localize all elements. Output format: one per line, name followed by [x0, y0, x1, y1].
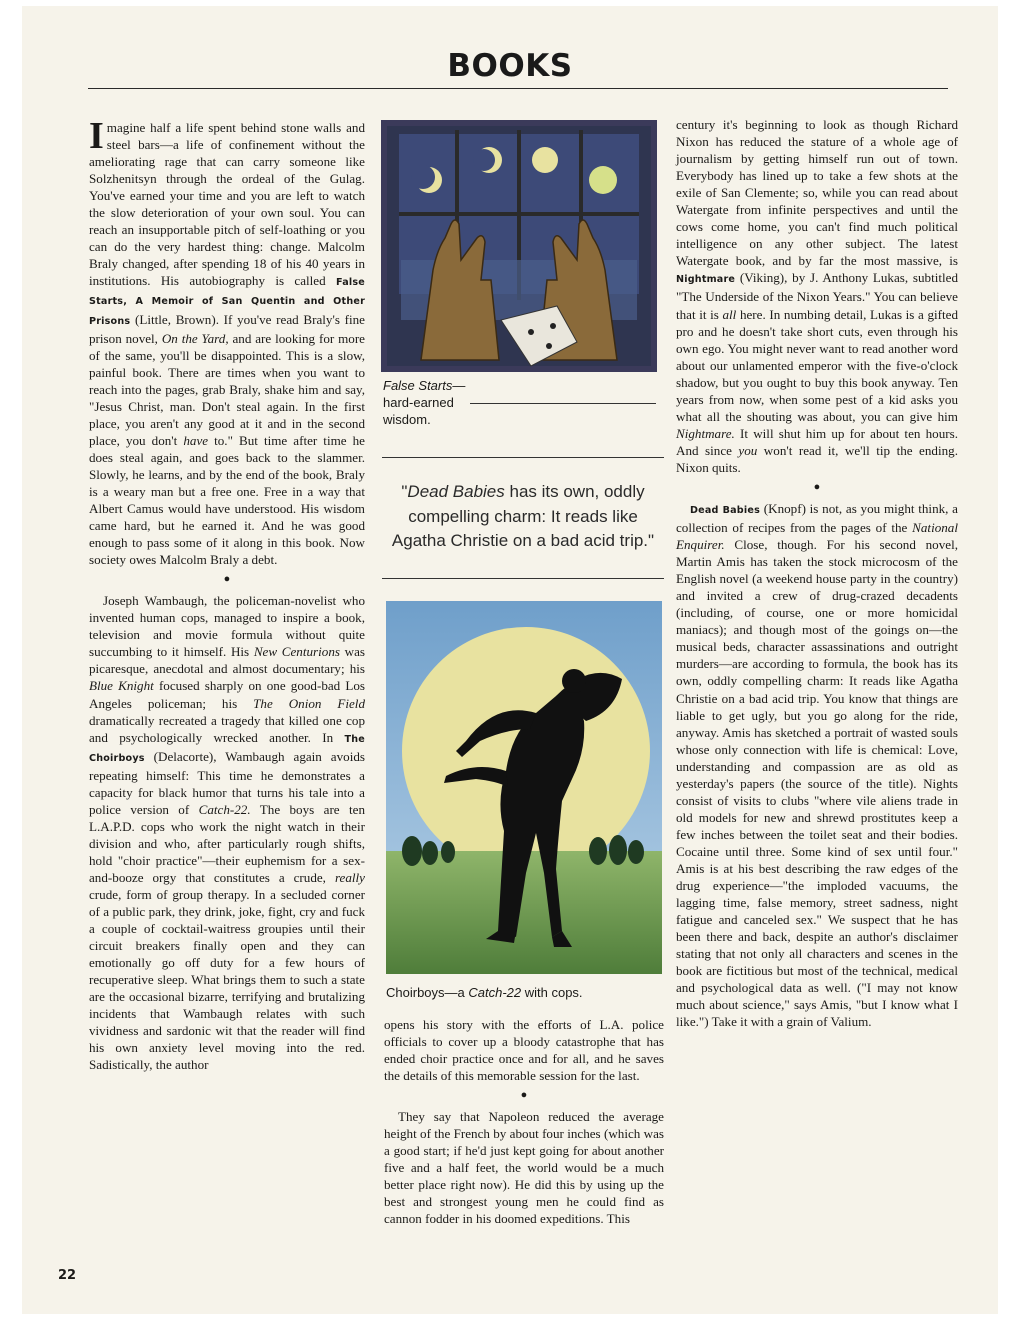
caption-false-starts: [383, 377, 478, 428]
drop-cap: I: [89, 115, 104, 157]
dead-babies-review-paragraph: [676, 500, 958, 1030]
column-2-text: [384, 1016, 664, 1228]
book-title-false-starts: False Starts, A Memoir of San Quentin and Other Prisons: [89, 277, 365, 327]
braly-review-paragraph: [89, 115, 365, 568]
moon-silhouette-art: [386, 601, 662, 974]
text-run: (Delacorte), Wambaugh again avoids repeating himself: This time he demonstrates a capacity for black humor that turns his tale into a police version of: [89, 748, 365, 817]
section-bullet: ●: [520, 1089, 528, 1102]
text-run: and are looking for more of the same, you'll be disappointed. This is a slow, painful book. There are times when you want to reach into the pages, grab Braly, shake him and say, "Jesus Christ, man. Don't steal again. In the first place, you aren't any good at it and in the second place, you don't: [89, 330, 365, 448]
emphasis: you: [738, 442, 758, 458]
book-title-choirboys: The Choirboys: [89, 733, 365, 764]
section-title: BOOKS: [447, 48, 573, 84]
section-bullet: ●: [813, 480, 821, 493]
text-run: won't read it, we'll tip the ending. Nixon quits.: [676, 442, 958, 475]
false-starts-illustration: [381, 120, 657, 372]
book-title-new-centurions: New Centurions: [253, 644, 340, 660]
text-run: here. In numbing detail, Lukas is a gifted pro and he doesn't take short cuts, even through his own ego. You might never want to read another word about our unlamented emperor with the five-o'clock shadow, but you ought to buy this book anyway. Ten years from now, when some pest of a kid asks you what all the shouting was about, you can give him: [676, 306, 958, 424]
caption-choirboys: [386, 984, 662, 1001]
emphasis: have: [183, 432, 209, 448]
text-run: Close, though. For his second novel, Martin Amis has taken the stock microcosm of the English novel (a weekend house party in the country) and invited a crew of drug-crazed decadents (including, of course, one or more homicidal maniacs); and though most of the goings on—the musical beds, character assassinations and outright murders—are according to formula, the book has its own, oddly compelling charm: It reads like Agatha Christie on a bad acid trip. You know that things are liable to get ugly, but you go along for the ride, anyway. Amis has sketched a portrait of wasted souls whose only connection with life is chemical: Love, understanding and compassion are as old as yesterday's papers (the source of the title). Nights consist of visits to clubs "where vile aliens trade in old models for new and shrewd prostitutes keep a few inches between the toilet seat and their bodies. Cocaine until three. Some kind of sex until four." Amis is at his best describing the raw edges of the drug experience—"the imploded vacuums, the lagging time, false memory, street sadness, night fatigue and canceled sex." We suspect that he has been there and back, despite an author's disclaimer stating that not only all characters and scenes in the book are fictitious but most of the technical, medical and psychological data as well. ("I may not know much about science," says Amis, "but I know what I like.") Take it with a grain of Valium.: [676, 537, 958, 1030]
wambaugh-review-continued: opens his story with the efforts of L.A. police officials to cover up a bloody catastrophe that has ended choir practice once and for all, and he saves the details of this memorable session for the last.: [384, 1017, 664, 1084]
text-run: magine half a life spent behind stone walls and steel bars—a life of confinement without the ameliorating rage that can carry someone like Solzhenitsyn through the ordeal of the Gulag. You've earned your time and you are left to watch the slow deterioration of your own soul. You can reach an insupportable pitch of self-loathing or you can do the very hardest thing: change. Malcolm Braly changed, after spending 18 of his 40 years in institutions. His autobiography is called: [89, 120, 365, 289]
column-1: [89, 115, 366, 1074]
text-run: The boys are ten L.A.P.D. cops who work the night watch in their division and who, after particularly rough shifts, hold "choir practice"—their euphemism for a sex-and-booze orgy that constitutes a crude,: [89, 801, 365, 885]
book-title-dead-babies: Dead Babies: [690, 504, 760, 516]
text-run: focused sharply on one good-bad Los Angeles policeman; his: [89, 678, 366, 711]
caption-text: —hard-earned wisdom.: [383, 378, 466, 427]
text-run: century it's beginning to look as though Richard Nixon has reduced the stature of a whole age of journalism by getting himself run out of town. Everybody has lined up to take a few shots at the exile of San Clemente; so, while you can read about Watergate from infinite perspectives and until the cows come home, you can't find much political intelligence on any other subject. The latest Watergate book, and by far the most massive, is: [676, 117, 958, 269]
emphasis: really: [334, 869, 365, 885]
book-title-nightmare: Nightmare: [676, 274, 736, 286]
emphasis: all: [722, 306, 737, 322]
text-run: (Little, Brown). If you've read Braly's fine prison novel,: [89, 311, 365, 346]
nixon-review-continued: [676, 116, 958, 476]
text-run: crude, form of group therapy. In a secluded corner of a public park, they drink, joke, fight, cry and fuck a couple of cocktail-waitress groupies until their circuit breakers finally open and they can emotionally go off duty for a few hours of recuperative sleep. What brings them to such a state are the occasional bizarre, terrifying and brutalizing incidents that Wambaugh relates with such vividness and sardonic wit that the reader will find his own anxiety level moving into the red. Sadistically, the author: [89, 887, 365, 1073]
prison-window-art: [381, 120, 657, 372]
page-number: 22: [58, 1268, 77, 1283]
column-3: [676, 116, 958, 1030]
wambaugh-review-paragraph: [89, 592, 365, 1073]
book-title-nightmare-italic: Nightmare.: [676, 425, 735, 441]
book-title-on-the-yard: On the Yard,: [161, 330, 229, 346]
header-divider: [88, 88, 948, 89]
pull-quote: [382, 480, 664, 554]
text-run: (Knopf) is not, as you might think, a collection of recipes from the pages of the: [676, 500, 958, 536]
pull-quote-title: Dead Babies: [407, 482, 505, 501]
caption-text: Choirboys—a: [386, 985, 469, 1000]
nixon-review-paragraph: They say that Napoleon reduced the average height of the French by about four inches (which was a good start; if he'd just kept going for about another five and a half feet, the world would be a much better place right now). He did this by using up the best and strongest young men he could find as cannon fodder in his doomed expeditions. This: [384, 1109, 664, 1227]
caption-title: False Starts: [383, 378, 453, 393]
quote-mark: ": [401, 482, 408, 501]
caption-rule: [470, 403, 656, 404]
pull-quote-text: has its own, oddly compelling charm: It reads like Agatha Christie on a bad acid trip.": [391, 482, 655, 550]
book-title-onion-field: The Onion Field: [253, 695, 365, 711]
text-run: to." But time after time he does steal again, and goes back to the slammer. Slowly, he learns, and by the end of the book, Braly is a weary man but a free one. Free in a way that Albert Camus would have understood. His wisdom came hard, but he earned it. And he was good enough to pass some of it along in this book. Now society owes Malcolm Braly a debt.: [89, 432, 365, 568]
choirboys-illustration: [386, 601, 662, 974]
text-run: It will shut him up for about ten hours. And since: [676, 425, 958, 458]
book-title-blue-knight: Blue Knight: [89, 678, 154, 694]
text-run: dramatically recreated a tragedy that killed one cop and psychologically wrecked another. In: [89, 712, 365, 745]
text-run: (Viking), by J. Anthony Lukas, subtitled "The Underside of the Nixon Years." You can believe that it is: [676, 270, 958, 322]
caption-title: Catch-22: [468, 985, 522, 1000]
section-bullet: ●: [223, 573, 231, 586]
book-title-catch-22: Catch-22.: [198, 801, 251, 817]
caption-text: with cops.: [521, 985, 583, 1000]
text-run: was picaresque, anecdotal and almost documentary; his: [89, 644, 365, 677]
text-run: Joseph Wambaugh, the policeman-novelist who invented human cops, managed to inspire a book, television and movie formula without quite succumbing to it himself. His: [89, 593, 365, 660]
publication-national-enquirer: National Enquirer.: [676, 520, 958, 553]
pull-quote-bottom-rule: [382, 578, 664, 579]
pull-quote-top-rule: [382, 457, 664, 458]
